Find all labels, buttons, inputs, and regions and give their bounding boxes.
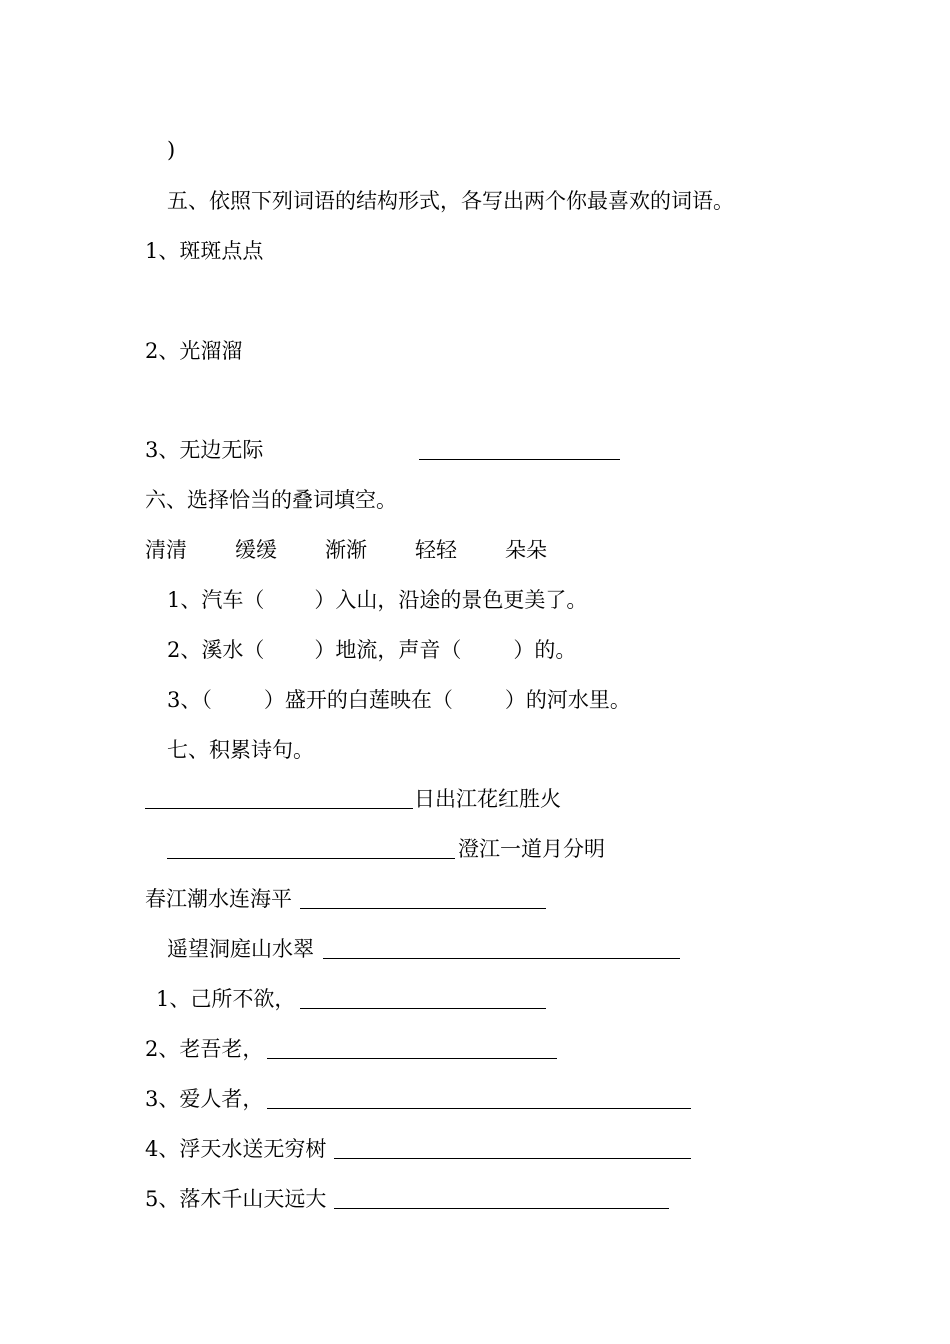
classic-2-text: 2、老吾老， <box>145 1037 264 1061</box>
s5-item-2: 2、光溜溜 <box>145 339 243 363</box>
poem-3-text: 春江潮水连海平 <box>145 887 292 911</box>
section-6-title: 六、选择恰当的叠词填空。 <box>145 488 397 512</box>
word-bank-item: 朵朵 <box>505 538 547 562</box>
s5-item-3-label: 3、无边无际 <box>145 438 264 462</box>
closing-paren: ) <box>167 138 176 162</box>
s6-q3-part-a: 3、（ <box>167 688 212 712</box>
s6-q1-part-a: 1、汽车（ <box>167 588 265 612</box>
classic-2-blank[interactable] <box>267 1038 557 1059</box>
classic-5-text: 5、落木千山天远大 <box>145 1187 327 1211</box>
word-bank <box>145 535 547 565</box>
poem-2-text: 澄江一道月分明 <box>458 837 605 861</box>
poem-4-blank[interactable] <box>323 938 680 959</box>
s6-question-2 <box>167 635 576 665</box>
word-bank-item: 渐渐 <box>325 538 367 562</box>
s6-q2-part-a: 2、溪水（ <box>167 638 265 662</box>
s6-question-1 <box>167 585 587 615</box>
s5-item-3 <box>145 435 263 465</box>
s5-item-1: 1、斑斑点点 <box>145 239 264 263</box>
s6-q1-part-b: ）入山，沿途的景色更美了。 <box>314 588 588 612</box>
s5-item-3-blank[interactable] <box>419 439 620 460</box>
word-bank-item: 清清 <box>145 538 187 562</box>
section-5-title: 五、依照下列词语的结构形式，各写出两个你最喜欢的词语。 <box>167 189 734 213</box>
word-bank-item: 缓缓 <box>235 538 277 562</box>
section-7-title: 七、积累诗句。 <box>167 738 314 762</box>
classic-3-blank[interactable] <box>267 1088 691 1109</box>
poem-4-text: 遥望洞庭山水翠 <box>167 937 314 961</box>
poem-3-blank[interactable] <box>300 888 546 909</box>
classic-1-text: 1、己所不欲， <box>156 987 296 1011</box>
classic-3-text: 3、爱人者， <box>145 1087 264 1111</box>
s6-q2-part-b: ）地流，声音（ <box>314 638 462 662</box>
s6-q3-part-c: ）的河水里。 <box>504 688 631 712</box>
poem-2-blank[interactable] <box>167 838 455 859</box>
s6-question-3 <box>167 685 631 715</box>
classic-1-blank[interactable] <box>300 988 546 1009</box>
s6-q3-part-b: ）盛开的白莲映在（ <box>263 688 453 712</box>
poem-1-blank[interactable] <box>145 788 413 809</box>
s6-q2-part-c: ）的。 <box>513 638 577 662</box>
classic-4-text: 4、浮天水送无穷树 <box>145 1137 327 1161</box>
word-bank-item: 轻轻 <box>415 538 457 562</box>
poem-1-text: 日出江花红胜火 <box>414 787 561 811</box>
classic-4-blank[interactable] <box>334 1138 691 1159</box>
classic-5-blank[interactable] <box>334 1188 669 1209</box>
